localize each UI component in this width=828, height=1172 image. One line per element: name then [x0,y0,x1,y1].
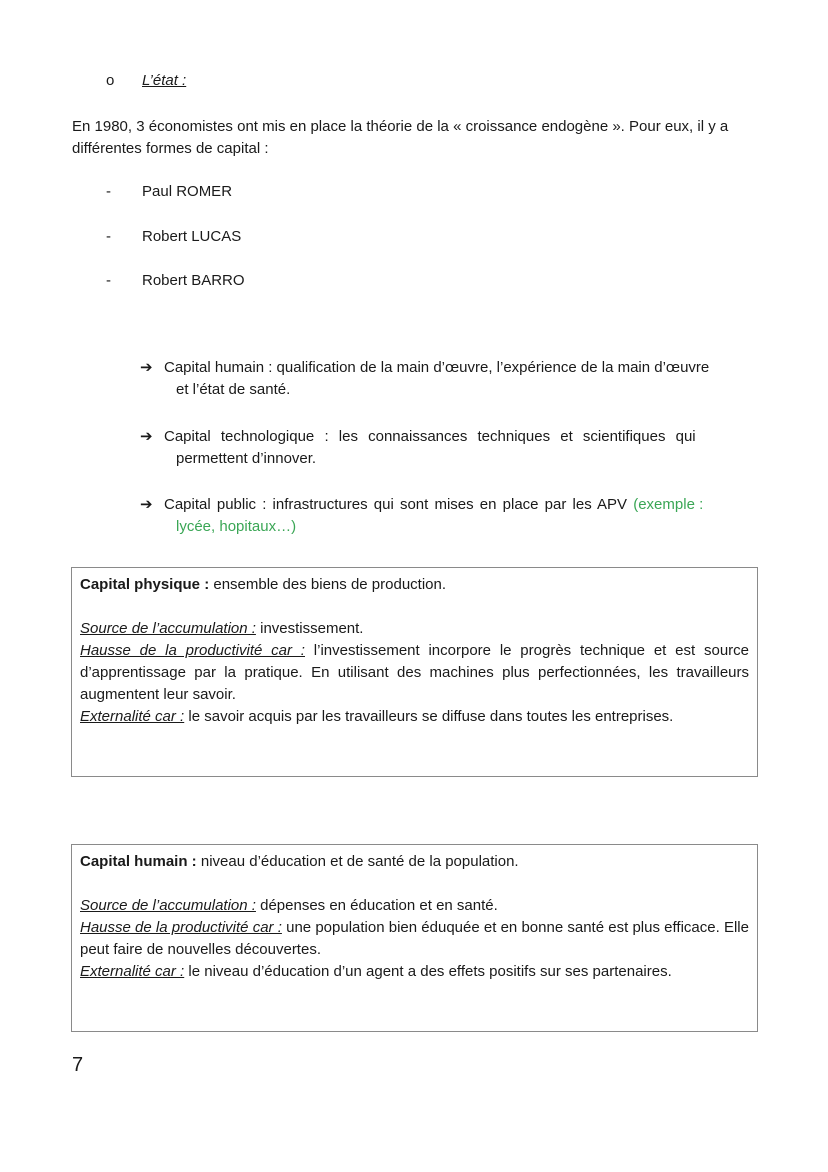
box-physique-externalite-label: Externalité car : [80,708,185,725]
capital-public-item [140,494,758,538]
box-physique-source-text: investissement. [255,620,364,637]
box-physique-hausse [80,640,749,706]
arrow-icon: ➔ [140,359,153,376]
capital-public-line1: Capital public : infrastructures qui sont mises en place par les APV [164,496,634,513]
capital-humain-item [140,357,758,401]
box-humain-externalite-label: Externalité car : [80,963,185,980]
circle-bullet: o [106,72,115,89]
box-physique-hausse-text: l’investissement incorpore le progrès technique et est source d’apprentissage par la pratique. En utilisant des machines plus perfectionnées, les travailleurs augmentent leur savoir. [80,642,749,703]
box-humain-source [80,895,749,917]
box-humain-hausse-label: Hausse de la productivité car : [80,919,282,936]
box-humain-externalite-text: le niveau d’éducation d’un agent a des effets positifs sur ses partenaires. [184,963,672,980]
box-humain-source-label: Source de l’accumulation : [80,897,256,914]
box-humain-definition [80,851,749,873]
box-humain-hausse [80,917,749,961]
capital-technologique-item [140,426,758,470]
box-humain-definition-text: niveau d’éducation et de santé de la population. [196,853,519,870]
box-physique-source-label: Source de l’accumulation : [80,620,256,637]
capital-physique-box [71,567,758,777]
capital-public-example-end: lycée, hopitaux…) [176,518,297,535]
capital-technologique-line2: permettent d’innover. [176,450,317,467]
economist-barro: Robert BARRO [142,272,245,289]
arrow-icon: ➔ [140,496,153,513]
box-physique-definition [80,574,749,596]
box-physique-externalite-text: le savoir acquis par les travailleurs se diffuse dans toutes les entreprises. [184,708,674,725]
box-humain-source-text: dépenses en éducation et en santé. [255,897,498,914]
economist-romer: Paul ROMER [142,183,233,200]
box-physique-title: Capital physique : [80,576,210,593]
dash-bullet: - [106,272,111,289]
box-physique-definition-text: ensemble des biens de production. [209,576,447,593]
dash-bullet: - [106,228,111,245]
box-physique-source [80,618,749,640]
economist-lucas: Robert LUCAS [142,228,242,245]
box-physique-externalite [80,706,749,728]
capital-humain-line2: et l’état de santé. [176,381,291,398]
page-number: 7 [72,1054,84,1076]
capital-technologique-line1: Capital technologique : les connaissances techniques et scientifiques qui [164,428,696,445]
box-physique-hausse-label: Hausse de la productivité car : [80,642,305,659]
box-humain-externalite [80,961,749,983]
box-humain-title: Capital humain : [80,853,197,870]
dash-bullet: - [106,183,111,200]
capital-humain-box [71,844,758,1032]
capital-public-example-start: (exemple : [633,496,704,513]
arrow-icon: ➔ [140,428,153,445]
section-title: L’état : [142,72,187,89]
capital-humain-line1: Capital humain : qualification de la main d’œuvre, l’expérience de la main d’œuvre [164,359,710,376]
box-humain-hausse-text: une population bien éduquée et en bonne santé est plus efficace. Elle peut faire de nouvelles découvertes. [80,919,749,958]
intro-paragraph: En 1980, 3 économistes ont mis en place la théorie de la « croissance endogène ». Pour eux, il y a différentes formes de capital : [72,118,729,157]
